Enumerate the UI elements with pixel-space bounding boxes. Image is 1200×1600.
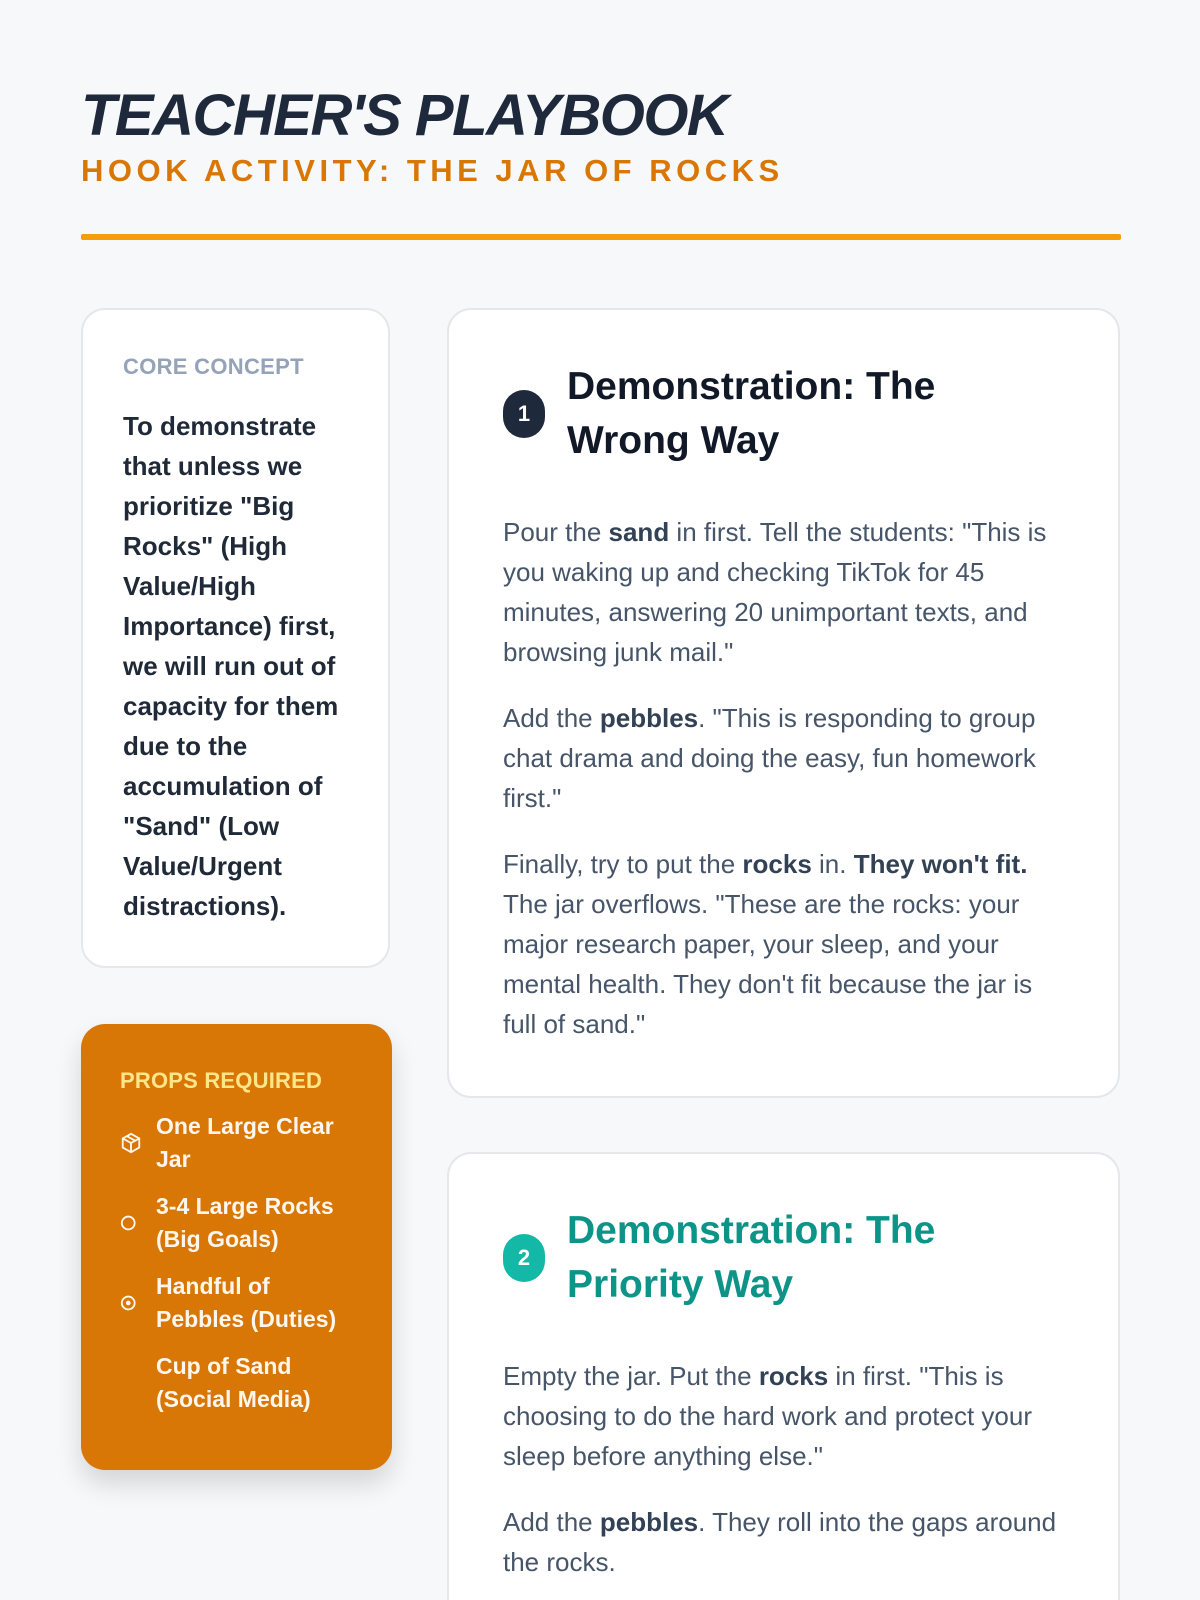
bold-text: rocks — [742, 849, 812, 879]
props-item — [120, 1110, 358, 1176]
step-card-wrong-way — [447, 308, 1120, 1098]
bold-text: sand — [608, 517, 670, 547]
step-body — [503, 512, 1064, 1044]
step-paragraph — [503, 844, 1064, 1044]
step-card-priority-way — [447, 1152, 1120, 1600]
props-item-label: Cup of Sand (Social Media) — [156, 1353, 311, 1412]
core-concept-card — [81, 308, 390, 968]
step-body — [503, 1356, 1064, 1582]
bold-text: They won't fit. — [853, 849, 1028, 879]
blank-icon — [120, 1372, 142, 1394]
paragraph-text: Empty the jar. Put the — [503, 1361, 759, 1391]
bold-text: pebbles — [599, 1507, 699, 1537]
paragraph-text: Finally, try to put the — [503, 849, 743, 879]
dot-circle-icon — [120, 1292, 142, 1314]
step-title: Demonstration: The Priority Way — [567, 1209, 936, 1306]
props-item-label: 3-4 Large Rocks (Big Goals) — [156, 1193, 334, 1252]
props-list — [120, 1110, 358, 1416]
props-item — [120, 1190, 358, 1256]
step-title: Demonstration: The Wrong Way — [567, 365, 936, 462]
step-number-badge: 1 — [503, 390, 545, 438]
paragraph-text: Add the — [503, 703, 600, 733]
step-header — [503, 1204, 1064, 1312]
props-item — [120, 1350, 358, 1416]
props-item-label: Handful of Pebbles (Duties) — [156, 1273, 337, 1332]
header-divider — [81, 234, 1121, 240]
paragraph-text: in first. Tell the students: "This is you waking up and checking TikTok for 45 minutes, answering 20 unimportant texts, and browsing junk mail." — [503, 517, 1047, 667]
page-subtitle: HOOK ACTIVITY: THE JAR OF ROCKS — [81, 153, 784, 188]
circle-icon — [120, 1212, 142, 1234]
step-header — [503, 360, 1064, 468]
core-concept-text: To demonstrate that unless we prioritize "Big Rocks" (High Value/High Importance) first, we will run out of capacity for them due to the accumulation of "Sand" (Low Value/Urgent distractions). — [123, 411, 339, 921]
bold-text: pebbles — [599, 703, 699, 733]
props-item — [120, 1270, 358, 1336]
paragraph-text: in. — [811, 849, 854, 879]
step-paragraph — [503, 1356, 1064, 1476]
paragraph-text: Add the — [503, 1507, 600, 1537]
props-required-card — [81, 1024, 392, 1470]
paragraph-text: The jar overflows. "These are the rocks: your major research paper, your sleep, and your mental health. They don't fit because the jar is full of sand." — [503, 889, 1033, 1039]
box-icon — [120, 1132, 142, 1154]
paragraph-text: . They roll into the gaps around the rocks. — [503, 1507, 1057, 1577]
page-title: TEACHER'S PLAYBOOK — [81, 83, 728, 148]
bold-text: rocks — [758, 1361, 829, 1391]
step-paragraph — [503, 698, 1064, 818]
props-item-label: One Large Clear Jar — [156, 1113, 334, 1172]
header — [81, 84, 1121, 188]
props-required-label: PROPS REQUIRED — [120, 1068, 323, 1093]
paragraph-text: in first. "This is choosing to do the hard work and protect your sleep before anything else." — [503, 1361, 1032, 1471]
paragraph-text: Pour the — [503, 517, 609, 547]
core-concept-label: CORE CONCEPT — [123, 354, 304, 379]
step-number-badge: 2 — [503, 1234, 545, 1282]
paragraph-text: . "This is responding to group chat drama and doing the easy, fun homework first." — [503, 703, 1036, 813]
step-paragraph — [503, 512, 1064, 672]
step-paragraph — [503, 1502, 1064, 1582]
